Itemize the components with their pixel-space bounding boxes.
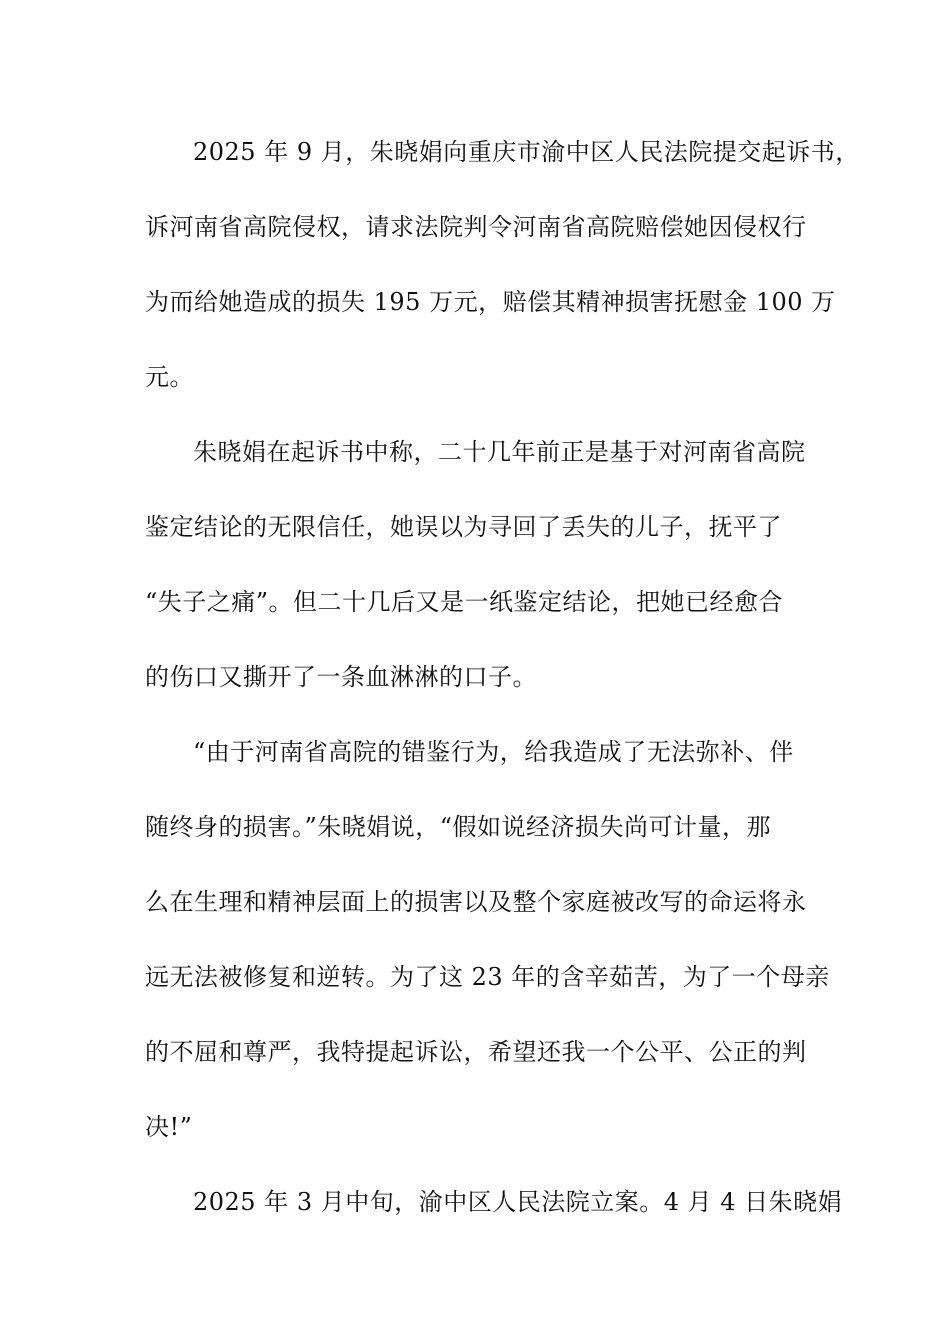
paragraph-3-line-4: 远无法被修复和逆转。为了这 23 年的含辛茹苦，为了一个母亲 — [145, 963, 830, 991]
paragraph-3-line-1: “由于河南省高院的错鉴行为，给我造成了无法弥补、伴 — [193, 738, 794, 766]
paragraph-2-line-4: 的伤口又撕开了一条血淋淋的口子。 — [145, 663, 537, 691]
paragraph-1-line-2: 诉河南省高院侵权，请求法院判令河南省高院赔偿她因侵权行 — [145, 213, 807, 241]
paragraph-2-line-3: “失子之痛”。但二十几后又是一纸鉴定结论，把她已经愈合 — [145, 588, 784, 616]
paragraph-3-line-2: 随终身的损害。”朱晓娟说，“假如说经济损失尚可计量，那 — [145, 813, 772, 841]
paragraph-3-line-6: 决!” — [145, 1113, 193, 1141]
paragraph-2-line-2: 鉴定结论的无限信任，她误以为寻回了丢失的儿子，抚平了 — [145, 513, 782, 541]
paragraph-2-line-1: 朱晓娟在起诉书中称，二十几年前正是基于对河南省高院 — [193, 438, 806, 466]
paragraph-3-line-5: 的不屈和尊严，我特提起诉讼，希望还我一个公平、公正的判 — [145, 1038, 807, 1066]
paragraph-3-line-3: 么在生理和精神层面上的损害以及整个家庭被改写的命运将永 — [145, 888, 807, 916]
paragraph-1-line-4: 元。 — [145, 363, 194, 391]
paragraph-1-line-3: 为而给她造成的损失 195 万元，赔偿其精神损害抚慰金 100 万 — [145, 288, 836, 316]
paragraph-1-line-1: 2025 年 9 月，朱晓娟向重庆市渝中区人民法院提交起诉书， — [193, 138, 860, 166]
paragraph-4-line-1: 2025 年 3 月中旬，渝中区人民法院立案。4 月 4 日朱晓娟 — [193, 1188, 843, 1216]
